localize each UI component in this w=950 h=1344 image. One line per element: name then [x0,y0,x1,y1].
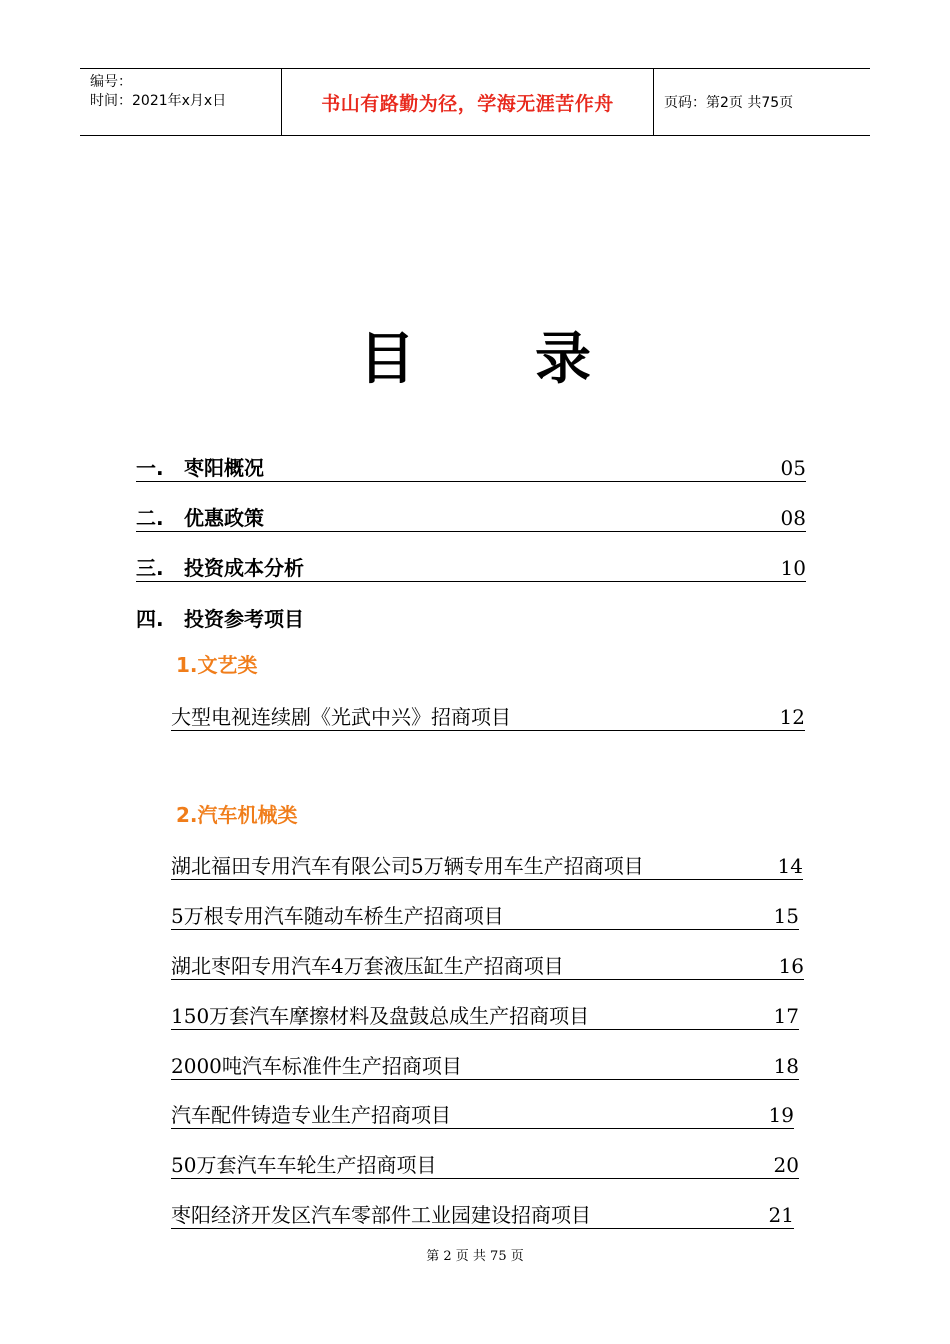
toc-item[interactable] [171,1000,799,1030]
toc-item[interactable] [171,701,805,731]
section-page: 05 [780,456,806,480]
item-label: 汽车配件铸造专业生产招商项目 [171,1103,451,1127]
item-label: 枣阳经济开发区汽车零部件工业园建设招商项目 [171,1203,591,1227]
item-page: 18 [773,1054,799,1078]
subsection-heading-1: 1.文艺类 [176,653,258,677]
page-info-text: 页码：第2页 共75页 [664,95,794,111]
item-page: 21 [768,1203,794,1227]
item-page: 19 [768,1103,794,1127]
section-marker: 二. [136,506,164,530]
section-label: 优惠政策 [184,506,264,530]
page-header [80,68,870,136]
page-title [0,322,950,398]
item-page: 14 [777,854,803,878]
item-page: 17 [773,1004,799,1028]
motto-text: 书山有路勤为径，学海无涯苦作舟 [321,92,614,115]
section-label: 投资成本分析 [184,556,304,580]
section-marker: 三. [136,556,164,580]
subsection-heading-2: 2.汽车机械类 [176,803,298,827]
item-page: 16 [778,954,804,978]
toc-item[interactable] [171,900,799,930]
toc-item[interactable] [171,950,804,980]
header-motto [282,69,654,135]
item-page: 15 [773,904,799,928]
toc-item[interactable] [171,1050,799,1080]
item-page: 12 [779,705,805,729]
section-label: 投资参考项目 [184,607,304,631]
section-page: 08 [780,506,806,530]
doc-code-label: 编号： [90,74,132,90]
toc-item[interactable] [171,850,803,880]
title-char-1: 目 [359,327,415,392]
toc-item[interactable] [171,1199,794,1229]
item-label: 5万根专用汽车随动车桥生产招商项目 [171,904,504,928]
item-label: 大型电视连续剧《光武中兴》招商项目 [171,705,511,729]
doc-time-label: 时间：2021年x月x日 [90,93,227,109]
section-marker: 一. [136,456,164,480]
toc-section-3[interactable] [136,552,806,582]
footer-page-number: 第 2 页 共 75 页 [426,1249,524,1264]
item-label: 50万套汽车车轮生产招商项目 [171,1153,437,1177]
toc-section-4[interactable] [136,602,806,632]
page-footer [0,1245,950,1264]
item-label: 湖北枣阳专用汽车4万套液压缸生产招商项目 [171,954,564,978]
section-label: 枣阳概况 [184,456,264,480]
section-marker: 四. [136,607,164,631]
toc-item[interactable] [171,1099,794,1129]
header-meta [80,69,282,135]
section-page: 10 [780,556,806,580]
item-label: 150万套汽车摩擦材料及盘鼓总成生产招商项目 [171,1004,590,1028]
item-page: 20 [773,1153,799,1177]
item-label: 湖北福田专用汽车有限公司5万辆专用车生产招商项目 [171,854,644,878]
toc-section-1[interactable] [136,452,806,482]
header-page-info [654,69,870,135]
toc-item[interactable] [171,1149,799,1179]
title-char-2: 录 [535,327,591,392]
toc-section-2[interactable] [136,502,806,532]
item-label: 2000吨汽车标准件生产招商项目 [171,1054,462,1078]
